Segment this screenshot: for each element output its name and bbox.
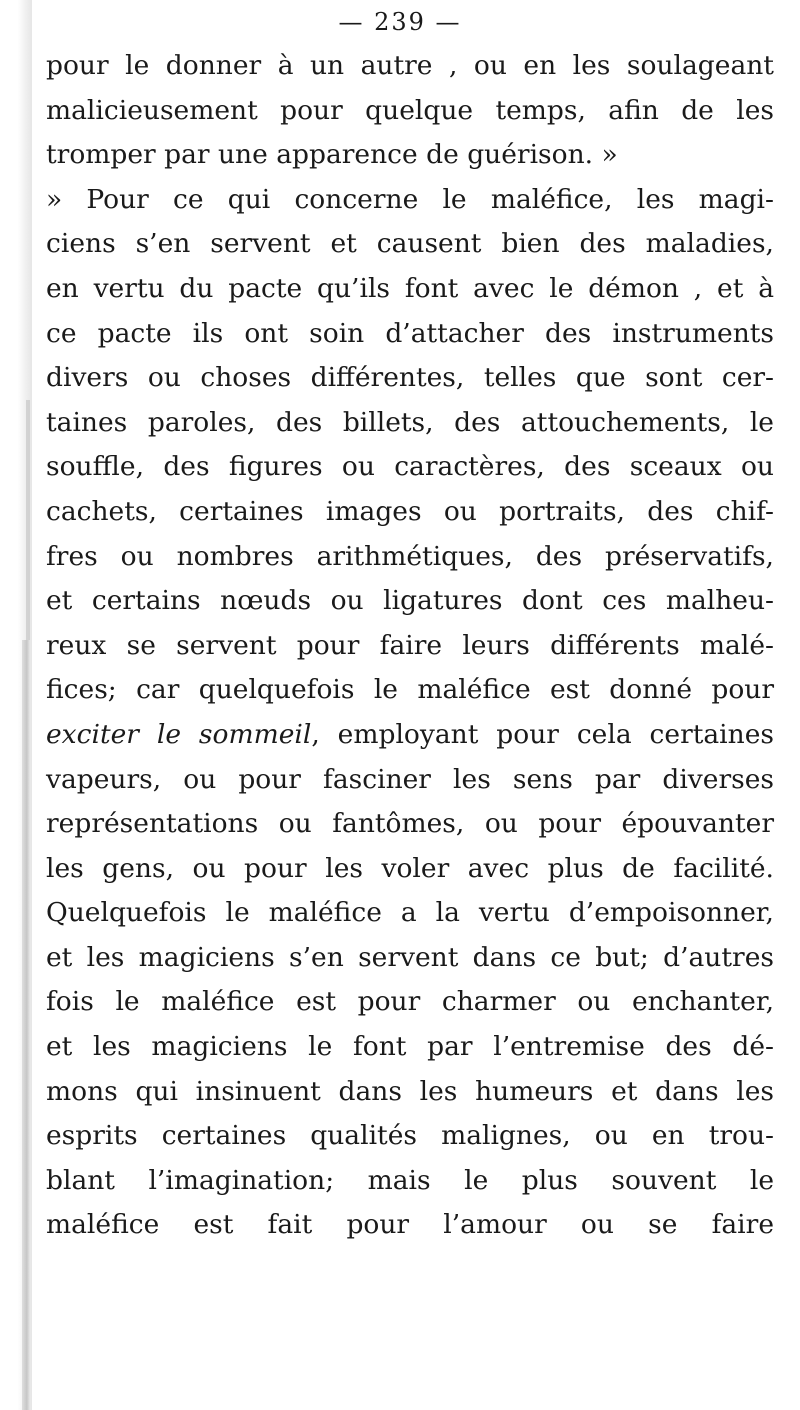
line-text: et les magiciens le font par l’entremise des dé-	[46, 1031, 774, 1063]
line-text: fices; car quelquefois le maléfice est donné pour	[46, 674, 775, 706]
text-line	[46, 267, 774, 312]
text-line	[46, 758, 774, 803]
text-line	[46, 1114, 774, 1159]
line-text: tromper par une apparence de guérison. »	[46, 139, 618, 171]
text-line	[46, 222, 774, 267]
text-line	[46, 535, 774, 580]
text-line	[46, 891, 774, 936]
text-line	[46, 1025, 774, 1070]
text-line	[46, 490, 774, 535]
line-text: en vertu du pacte qu’ils font avec le démon , et à	[46, 272, 774, 304]
text-line	[46, 1159, 774, 1204]
line-text: les gens, ou pour les voler avec plus de facilité.	[46, 852, 774, 884]
binding-edge-upper	[26, 400, 30, 640]
text-line	[46, 1203, 774, 1248]
text-line	[46, 133, 774, 178]
line-text: pour le donner à un autre , ou en les soulageant	[46, 50, 774, 81]
text-line	[46, 668, 774, 713]
line-text: Quelquefois le maléfice a la vertu d’empoisonner,	[46, 897, 774, 929]
line-text: ce pacte ils ont soin d’attacher des instruments	[46, 317, 775, 349]
line-text: cachets, certaines images ou portraits, des chif-	[46, 495, 774, 527]
line-text: esprits certaines qualités malignes, ou en trou-	[46, 1120, 774, 1152]
line-text: et les magiciens s’en servent dans ce but; d’autres	[46, 941, 774, 973]
text-line	[46, 445, 774, 490]
line-text: ciens s’en servent et causent bien des maladies,	[46, 228, 774, 260]
line-text: représentations ou fantômes, ou pour épouvanter	[46, 808, 774, 840]
line-text: reux se servent pour faire leurs différents malé-	[46, 629, 774, 661]
text-line	[46, 44, 774, 89]
line-text: maléfice est fait pour l’amour ou se faire	[46, 1209, 774, 1241]
text-line	[46, 401, 774, 446]
text-line	[46, 89, 774, 134]
text-line	[46, 178, 774, 223]
text-line	[46, 847, 774, 892]
line-text: malicieusement pour quelque temps, afin de les	[46, 94, 775, 126]
line-text: souffle, des figures ou caractères, des sceaux ou	[46, 451, 775, 483]
text-line	[46, 1070, 774, 1115]
line-text: fois le maléfice est pour charmer ou enchanter,	[46, 986, 775, 1018]
text-line	[46, 312, 774, 357]
italic-phrase: exciter le sommeil	[46, 718, 312, 750]
text-line	[46, 356, 774, 401]
line-text: fres ou nombres arithmétiques, des préservatifs,	[46, 540, 774, 572]
text-line	[46, 579, 774, 624]
text-line	[46, 936, 774, 981]
line-text: mons qui insinuent dans les humeurs et dans les	[46, 1075, 775, 1107]
line-text: divers ou choses différentes, telles que sont cer-	[46, 362, 774, 394]
line-text: blant l’imagination; mais le plus souvent le	[46, 1164, 775, 1196]
line-text: et certains nœuds ou ligatures dont ces malheu-	[46, 585, 775, 617]
text-line	[46, 980, 774, 1025]
body-text	[46, 44, 774, 1248]
page-number: — 239 —	[338, 8, 462, 36]
text-line	[46, 802, 774, 847]
binding-edge	[22, 640, 30, 1410]
line-text: » Pour ce qui concerne le maléfice, les magi-	[46, 183, 774, 215]
line-text: , employant pour cela certaines	[311, 718, 775, 750]
text-line	[46, 624, 774, 669]
text-line	[46, 713, 774, 758]
line-text: vapeurs, ou pour fasciner les sens par diverses	[46, 763, 775, 795]
line-text: taines paroles, des billets, des attouchements, le	[46, 406, 774, 438]
